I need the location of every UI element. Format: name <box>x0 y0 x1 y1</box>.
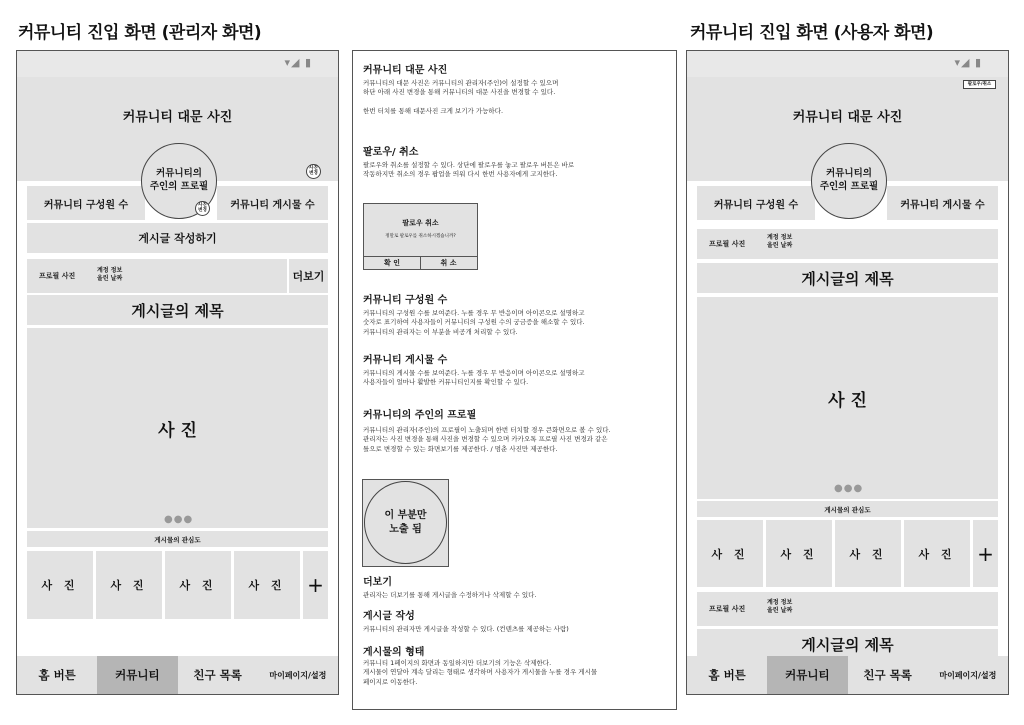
bottom-nav <box>17 656 338 694</box>
profile-crop-box <box>362 479 449 567</box>
popup-ok-button[interactable]: 확 인 <box>364 256 421 269</box>
section-text: 커뮤니티의 구성원 수를 보여준다. 누를 경우 무 반응이며 아이콘으로 설명하고 숫자로 표기하여 사용자들이 커뮤니티의 구성원 수의 궁금증을 해소할 수 있다. 커뮤니티의 관리자는 이 부분을 비공개 처리할 수 있다. <box>363 309 585 336</box>
cover-photo[interactable]: 커뮤니티 대문 사진 <box>687 77 1008 181</box>
section-text: 커뮤니티의 대문 사진은 커뮤니티의 관리자(주인)이 설정할 수 있으며 하단 아래 사진 변경을 통해 커뮤니티의 대문 사진을 변경할 수 있다. 한번 터치를 통해 대문사진 크게 보기가 가능하다. <box>363 79 559 116</box>
section-text: 팔로우와 취소를 설정할 수 있다. 상단에 팔로우를 놓고 팔로우 버튼은 바로 작동하지만 취소의 경우 팝업을 띄워 다시 한번 사용자에게 고지한다. <box>363 161 575 179</box>
owner-profile[interactable]: 커뮤니티의 주인의 프로필 <box>811 143 887 219</box>
section-text: 관리자는 더보기를 통해 게시글을 수정하거나 삭제할 수 있다. <box>363 591 537 599</box>
section-text: 커뮤니티 1페이지의 화면과 동일하지만 더보기의 기능은 삭제한다. 게시물이 연달아 계속 달리는 형태로 생각하며 사용자가 게시물을 누를 경우 게시물 페이지로 이동한다. <box>363 659 598 686</box>
admin-phone-frame <box>16 50 339 695</box>
bottom-nav <box>687 656 1008 694</box>
section-text: 커뮤니티의 게시물 수를 보여준다. 누를 경우 무 반응이며 아이콘으로 설명하고 사용자들이 얼마나 활발한 커뮤니티인지를 확인할 수 있다. <box>363 369 585 387</box>
thumbnail-photo[interactable]: 사 진 <box>766 520 832 587</box>
user-phone-frame <box>686 50 1009 695</box>
nav-friends[interactable]: 친구 목록 <box>863 668 912 682</box>
section-text: 커뮤니티의 관리자만 게시글을 작성할 수 있다. (컨텐츠를 제공하는 사람) <box>363 625 569 633</box>
section-title: 더보기 <box>363 577 392 588</box>
post-title-2: 게시글의 제목 <box>697 629 998 659</box>
popup-title: 팔로우 취소 <box>402 219 439 227</box>
carousel-dots: ●●● <box>164 514 194 525</box>
thumbnail-row <box>697 520 998 587</box>
cover-photo-label: 커뮤니티 대문 사진 <box>122 109 233 125</box>
post-account-info: 계정 정보 올린 날짜 <box>767 234 793 249</box>
post-profile-photo-2: 프로필 사진 <box>709 605 746 613</box>
status-icons: ▾◢ ▮ <box>284 56 312 69</box>
post-photo[interactable]: 사 진 <box>27 328 328 528</box>
popup-cancel-button[interactable]: 취 소 <box>420 256 477 269</box>
write-post-button[interactable]: 게시글 작성하기 <box>27 223 328 253</box>
post-photo[interactable]: 사 진 <box>697 297 998 499</box>
admin-screen-heading: 커뮤니티 진입 화면 (관리자 화면) <box>18 23 262 43</box>
post-account-info-2: 계정 정보 올린 날짜 <box>767 599 793 614</box>
nav-community[interactable]: 커뮤니티 <box>767 656 847 694</box>
add-photo-button[interactable]: + <box>973 520 998 587</box>
post-title: 게시글의 제목 <box>697 263 998 293</box>
nav-mypage[interactable]: 마이페이지/설정 <box>939 670 997 680</box>
thumbnail-photo[interactable]: 사 진 <box>904 520 970 587</box>
nav-home[interactable]: 홈 버튼 <box>708 668 746 682</box>
thumbnail-photo[interactable]: 사 진 <box>165 551 231 619</box>
carousel-dots: ●●● <box>834 483 864 494</box>
post-title: 게시글의 제목 <box>27 295 328 325</box>
section-text: 커뮤니티의 관리자(주인)의 프로필이 노출되며 한번 터치할 경우 큰화면으로 볼 수 있다. 관리자는 사진 변경을 통해 사진을 변경할 수 있으며 카카오톡 프로필 사진 변경과 같은 틀으로 변경할 수 있는 화면보기를 제공한다. / 멈춘 사진만 제공한다. <box>363 426 611 453</box>
description-document <box>352 50 677 710</box>
post-profile-photo: 프로필 사진 <box>709 240 746 248</box>
status-bar <box>17 51 338 77</box>
unfollow-popup <box>363 203 478 270</box>
section-title: 커뮤니티의 주인의 프로필 <box>363 410 477 421</box>
owner-profile[interactable]: 커뮤니티의 주인의 프로필 <box>141 143 217 219</box>
posts-count: 커뮤니티 게시물 수 <box>217 186 328 220</box>
nav-friends[interactable]: 친구 목록 <box>193 668 242 682</box>
members-count: 커뮤니티 구성원 수 <box>27 186 145 220</box>
thumbnail-row <box>27 551 328 619</box>
user-screen-heading: 커뮤니티 진입 화면 (사용자 화면) <box>690 23 934 43</box>
status-bar <box>687 51 1008 77</box>
post-interest: 게시물의 관심도 <box>697 501 998 517</box>
more-button[interactable]: 더보기 <box>287 259 328 293</box>
thumbnail-photo[interactable]: 사 진 <box>697 520 763 587</box>
section-title: 커뮤니티 게시물 수 <box>363 355 448 366</box>
profile-crop-circle: 이 부분만 노출 됨 <box>364 481 447 564</box>
change-cover-photo-button[interactable]: 사진 변경 <box>306 164 321 179</box>
change-profile-photo-button[interactable]: 사진 변경 <box>195 201 210 216</box>
post-account-info: 계정 정보 올린 날짜 <box>97 267 123 282</box>
section-title: 게시물의 형태 <box>363 647 425 658</box>
post-profile-photo: 프로필 사진 <box>39 272 76 280</box>
posts-count: 커뮤니티 게시물 수 <box>887 186 998 220</box>
thumbnail-photo[interactable]: 사 진 <box>27 551 93 619</box>
section-title: 커뮤니티 구성원 수 <box>363 295 448 306</box>
add-photo-button[interactable]: + <box>303 551 328 619</box>
post-interest: 게시물의 관심도 <box>27 531 328 547</box>
section-title: 게시글 작성 <box>363 611 415 622</box>
nav-mypage[interactable]: 마이페이지/설정 <box>269 670 327 680</box>
members-count: 커뮤니티 구성원 수 <box>697 186 815 220</box>
thumbnail-photo[interactable]: 사 진 <box>835 520 901 587</box>
section-title: 커뮤니티 대문 사진 <box>363 65 448 76</box>
status-icons: ▾◢ ▮ <box>954 56 982 69</box>
nav-home[interactable]: 홈 버튼 <box>38 668 76 682</box>
follow-cancel-button[interactable]: 팔로우/취소 <box>963 80 996 89</box>
section-title: 팔로우/ 취소 <box>363 147 419 158</box>
thumbnail-photo[interactable]: 사 진 <box>234 551 300 619</box>
thumbnail-photo[interactable]: 사 진 <box>96 551 162 619</box>
nav-community[interactable]: 커뮤니티 <box>97 656 177 694</box>
popup-text: 정말로 팔로우를 취소하시겠습니까? <box>385 234 456 239</box>
